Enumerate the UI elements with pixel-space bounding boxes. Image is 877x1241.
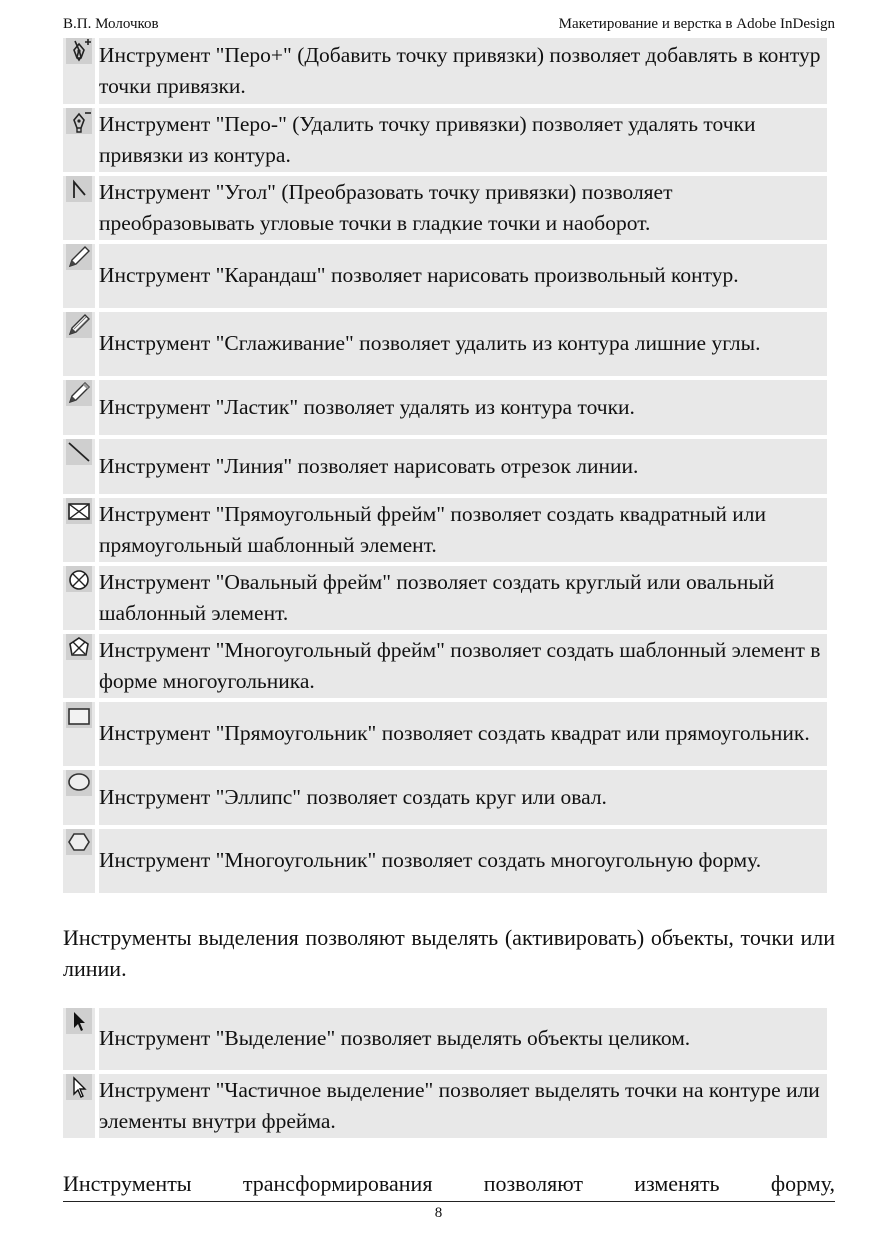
erase-tool-icon [66,380,92,406]
pen-add-anchor-icon [66,38,92,64]
table-cell: Инструмент "Перо+" (Добавить точку привязки) позволяет добавлять в контур точки привязки. [99,38,827,104]
convert-direction-point-icon [66,176,92,202]
table-cell: Инструмент "Многоугольный фрейм" позволяет создать шаблонный элемент в форме многоугольника. [99,634,827,698]
table-cell: Инструмент "Ластик" позволяет удалять из контура точки. [99,380,827,435]
table-row [63,770,827,825]
footer-rule [63,1201,835,1202]
table-row [63,176,827,240]
page-header [63,16,835,36]
table-cell: Инструмент "Сглаживание" позволяет удалить из контура лишние углы. [99,312,827,376]
line-tool-icon [66,439,92,465]
table-row [63,634,827,698]
table-cell: Инструмент "Прямоугольный фрейм" позволяет создать квадратный или прямоугольный шаблонный элемент. [99,498,827,562]
table-cell: Инструмент "Эллипс" позволяет создать круг или овал. [99,770,827,825]
table-row [63,566,827,630]
table-row [63,108,827,172]
table-row [63,439,827,494]
paragraph-selection-tools: Инструменты выделения позволяют выделять (активировать) объекты, точки или линии. [63,925,835,981]
table-row [63,702,827,766]
table-row [63,1008,827,1070]
rectangle-frame-icon [66,498,92,524]
header-title: Макетирование и верстка в Adobe InDesign [558,16,835,32]
table-cell: Инструмент "Линия" позволяет нарисовать отрезок линии. [99,439,827,494]
table-cell: Инструмент "Частичное выделение" позволяет выделять точки на контуре или элементы внутри фрейма. [99,1074,827,1138]
polygon-tool-icon [66,829,92,855]
selection-arrow-icon [66,1008,92,1034]
pen-delete-anchor-icon [66,108,92,134]
table-row [63,829,827,893]
polygon-frame-icon [66,634,92,660]
paragraph-transform-tools: Инструменты трансформирования позволяют изменять форму, [63,1171,835,1196]
smooth-tool-icon [66,312,92,338]
table-cell: Инструмент "Прямоугольник" позволяет создать квадрат или прямоугольник. [99,702,827,766]
table-row [63,38,827,104]
table-row [63,498,827,562]
tools-table-selection [59,1004,831,1142]
ellipse-frame-icon [66,566,92,592]
pencil-icon [66,244,92,270]
table-row [63,380,827,435]
ellipse-tool-icon [66,770,92,796]
rectangle-tool-icon [66,702,92,728]
direct-selection-arrow-icon [66,1074,92,1100]
tools-table-drawing [59,34,831,897]
table-cell: Инструмент "Перо-" (Удалить точку привязки) позволяет удалять точки привязки из контура. [99,108,827,172]
table-cell: Инструмент "Многоугольник" позволяет создать многоугольную форму. [99,829,827,893]
page-number: 8 [434,1205,443,1221]
table-cell: Инструмент "Овальный фрейм" позволяет создать круглый или овальный шаблонный элемент. [99,566,827,630]
header-author: В.П. Молочков [63,16,159,32]
table-cell: Инструмент "Выделение" позволяет выделять объекты целиком. [99,1008,827,1070]
table-cell: Инструмент "Угол" (Преобразовать точку привязки) позволяет преобразовывать угловые точки в гладкие точки и наоборот. [99,176,827,240]
table-row [63,244,827,308]
table-cell: Инструмент "Карандаш" позволяет нарисовать произвольный контур. [99,244,827,308]
table-row [63,1074,827,1138]
table-row [63,312,827,376]
